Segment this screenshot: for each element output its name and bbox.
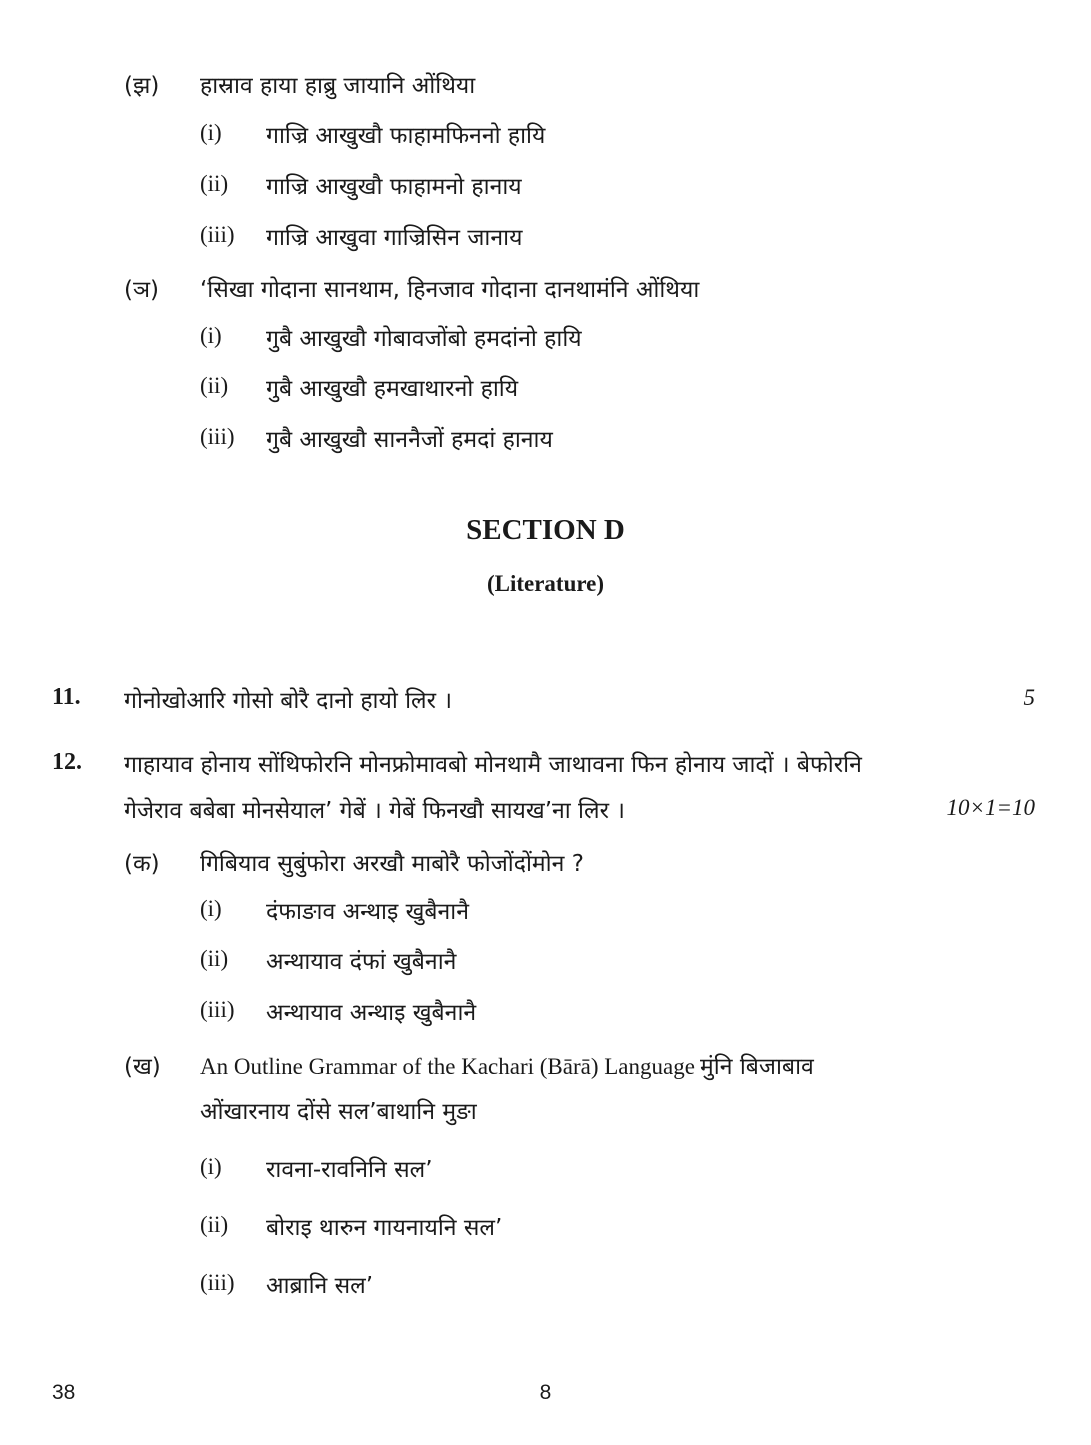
option-number: (ii) xyxy=(200,373,229,398)
option-text: गुबै आखुखौ साननैजों हमदां हानाय xyxy=(266,427,553,453)
part-stem-ka: गिबियाव सुबुंफोरा अरखौ माबोरै फोजोंदोंमोन ? xyxy=(200,851,584,877)
book-title: An Outline Grammar of the Kachari (Bārā) Language xyxy=(200,1054,695,1079)
marks-11: 5 xyxy=(1023,685,1035,710)
question-text-12-line1: गाहायाव होनाय सोंथिफोरनि मोनफ्रोमावबो मोनथामै जाथावना फिन होनाय जादों । बेफोरनि xyxy=(124,752,862,778)
question-number-12: 12. xyxy=(52,749,82,775)
option-text: गाज्रि आखुखौ फाहामफिननो हायि xyxy=(266,123,546,149)
section-subtitle: (Literature) xyxy=(486,571,605,596)
option-number: (iii) xyxy=(200,997,235,1022)
option-number: (ii) xyxy=(200,1212,229,1237)
paper-code: 38 xyxy=(52,1381,76,1404)
option-number: (i) xyxy=(200,1154,222,1179)
question-text-11: गोनोखोआरि गोसो बोरै दानो हायो लिर । xyxy=(124,688,453,714)
option-number: (i) xyxy=(200,896,222,921)
option-text: गुबै आखुखौ हमखाथारनो हायि xyxy=(266,376,519,402)
part-stem-nj: ‘सिखा गोदाना सानथाम, हिनजाव गोदाना दानथामंनि ओंथिया xyxy=(200,277,700,303)
option-text: बोराइ थारुन गायनायनि सल’ xyxy=(266,1215,503,1241)
option-text: अन्थायाव दंफां खुबैनानै xyxy=(266,949,457,975)
part-label-jh: (झ) xyxy=(124,73,160,99)
part-label-kha: (ख) xyxy=(124,1054,161,1080)
option-text: दंफाङाव अन्थाइ खुबैनानै xyxy=(266,899,470,925)
option-number: (iii) xyxy=(200,424,235,449)
part-stem-kha-rest: मुंनि बिजाबाव xyxy=(700,1054,814,1080)
option-number: (iii) xyxy=(200,1270,235,1295)
question-text-12-line2: गेजेराव बबेबा मोनसेयाल’ गेबें । गेबें फिनखौ सायख’ना लिर । xyxy=(124,798,626,824)
marks-12: 10×1=10 xyxy=(946,795,1035,820)
option-text: रावना-रावनिनि सल’ xyxy=(266,1157,433,1183)
part-label-ka: (क) xyxy=(124,851,160,877)
option-number: (i) xyxy=(200,323,222,348)
option-text: गुबै आखुखौ गोबावजोंबो हमदांनो हायि xyxy=(266,326,582,352)
question-number-11: 11. xyxy=(52,684,81,710)
part-stem-kha-line1 xyxy=(200,1049,814,1081)
option-number: (ii) xyxy=(200,946,229,971)
part-stem-kha-line2: ओंखारनाय दोंसे सल’बाथानि मुङा xyxy=(200,1099,477,1125)
page-number: 8 xyxy=(539,1381,552,1404)
section-title: SECTION D xyxy=(466,514,625,546)
option-text: आब्रानि सल’ xyxy=(266,1273,374,1299)
part-stem-jh: हास्राव हाया हाब्रु जायानि ओंथिया xyxy=(200,73,476,99)
part-label-nj: (ञ) xyxy=(124,277,160,303)
option-text: अन्थायाव अन्थाइ खुबैनानै xyxy=(266,1000,477,1026)
option-text: गाज्रि आखुवा गाज्रिसिन जानाय xyxy=(266,225,523,251)
option-number: (iii) xyxy=(200,222,235,247)
option-number: (ii) xyxy=(200,171,229,196)
option-number: (i) xyxy=(200,120,222,145)
option-text: गाज्रि आखुखौ फाहामनो हानाय xyxy=(266,174,522,200)
